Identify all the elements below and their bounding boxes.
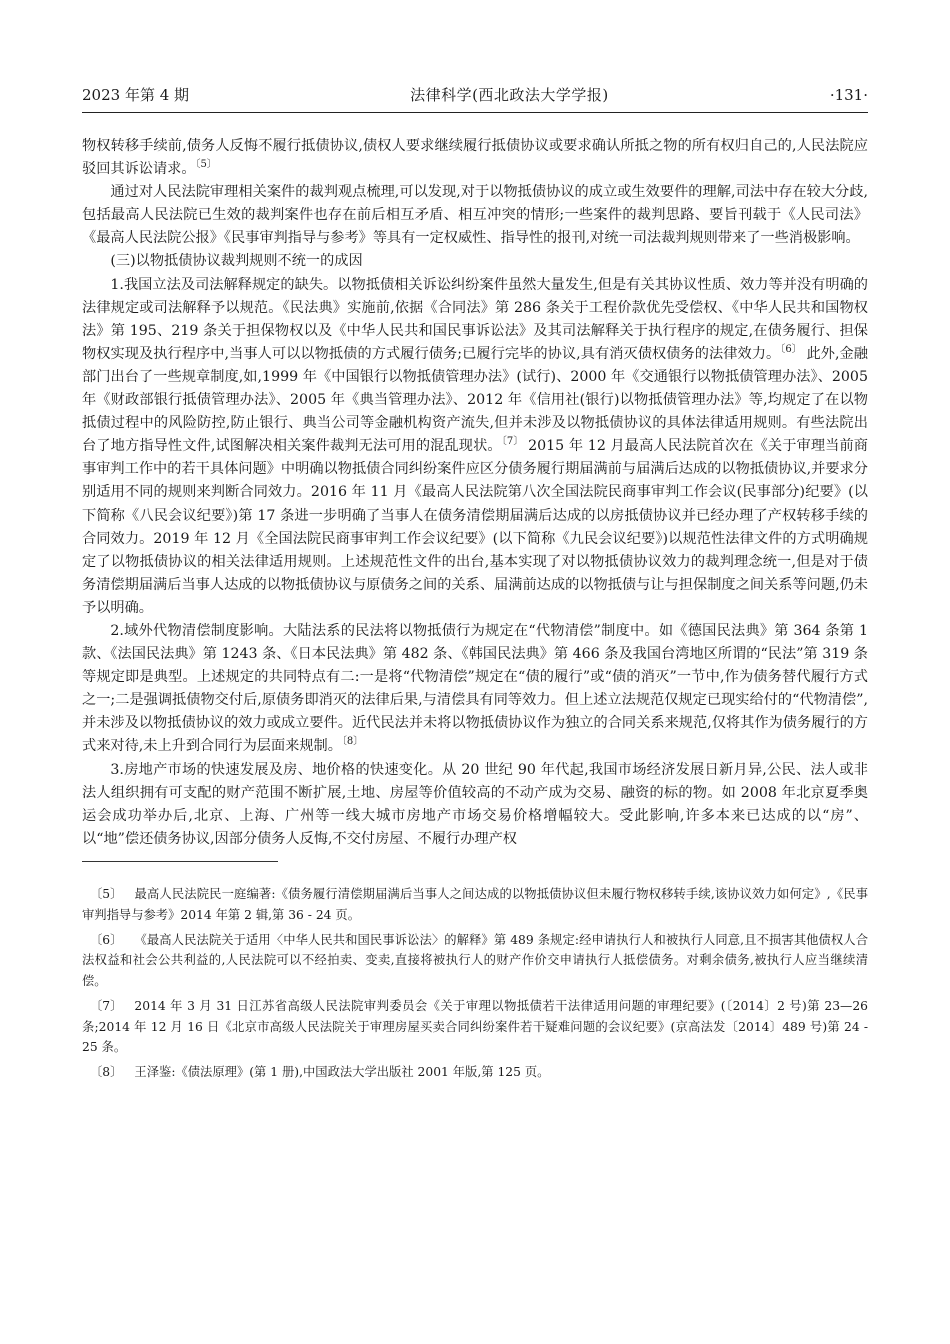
- footnote-item: [82, 1062, 868, 1083]
- footnote-item: [82, 884, 868, 926]
- paragraph-text: 物权转移手续前,债务人反悔不履行抵债协议,债权人要求继续履行抵债协议或要求确认所抵之物的所有权归自己的,人民法院应驳回其诉讼请求。: [82, 138, 868, 178]
- paragraph-text: 2.域外代物清偿制度影响。大陆法系的民法将以物抵债行为规定在“代物清偿”制度中。如《德国民法典》第 364 条第 1 款、《法国民法典》第 1243 条、《日本民法典》第 482 条、《韩国民法典》第 466 条及我国台湾地区所谓的“民法”第 319 条等规定即是典型。上述规定的共同特点有二:一是将“代物清偿”规定在“债的履行”或“债的消灭”一节中,作为债务替代履行方式之一;二是强调抵债物交付后,原债务即消灭的法律后果,与清偿具有同等效力。但上述立法规范仅规定已现实给付的“代物清偿”,并未涉及以物抵债协议的效力或成立要件。近代民法并未将以物抵债协议作为独立的合同关系来规范,仅将其作为债务履行的方式来对待,未上升到合同行为层面来规制。: [82, 622, 868, 755]
- footnote-ref-6[interactable]: 〔6〕: [780, 343, 802, 355]
- running-header: [82, 84, 868, 113]
- journal-title: 法律科学(西北政法大学学报): [410, 86, 609, 104]
- footnote-divider: [82, 861, 278, 862]
- footnote-text: 《最高人民法院关于适用〈中华人民共和国民事诉讼法〉的解释》第 489 条规定:经申请执行人和被执行人同意,且不损害其他债权人合法权益和社会公共利益的,人民法院可以不经拍卖、变卖,直接将被执行人的财产作价交申请执行人抵偿债务。对剩余债务,被执行人应当继续清偿。: [82, 932, 868, 989]
- paragraph-text: 2015 年 12 月最高人民法院首次在《关于审理当前商事审判工作中的若干具体问题》中明确以物抵债合同纠纷案件应区分债务履行期届满前与届满后达成的以物抵债协议,并要求分别适用不同的规则来判断合同效力。2016 年 11 月《最高人民法院第八次全国法院民商事审判工作会议(民事部分)纪要》(以下简称《八民会议纪要》)第 17 条进一步明确了当事人在债务清偿期届满后达成的以房抵债协议并已经办理了产权转移手续的合同效力。2019 年 12 月《全国法院民商事审判工作会议纪要》(以下简称《九民会议纪要》)以规范性法律文件的方式明确规定了以物抵债协议的相关法律适用规则。上述规范性文件的出台,基本实现了对以物抵债协议效力的裁判理念统一,但是对于债务清偿期届满后当事人达成的以物抵债协议与原债务之间的关系、届满前达成的以物抵债与让与担保制度之间关系等问题,仍未予以明确。: [82, 438, 868, 616]
- footnote-ref-5[interactable]: 〔5〕: [195, 159, 217, 171]
- paragraph-text: 1.我国立法及司法解释规定的缺失。以物抵债相关诉讼纠纷案件虽然大量发生,但是有关其协议性质、效力等并没有明确的法律规定或司法解释予以规范。《民法典》实施前,依据《合同法》第 286 条关于工程价款优先受偿权、《中华人民共和国物权法》第 195、219 条关于担保物权以及《中华人民共和国民事诉讼法》及其司法解释关于执行程序的规定,在债务履行、担保物权实现及执行程序中,当事人可以以物抵债的方式履行债务;已履行完毕的协议,具有消灭债权债务的法律效力。: [82, 276, 868, 362]
- footnote-number: 〔8〕: [90, 1065, 123, 1080]
- page-number: ·131·: [829, 86, 868, 104]
- footnote-ref-8[interactable]: 〔8〕: [341, 736, 364, 748]
- article-body: [82, 135, 868, 851]
- footnote-number: 〔7〕: [90, 998, 123, 1013]
- footnote-text: 2014 年 3 月 31 日江苏省高级人民法院审判委员会《关于审理以物抵债若干法律适用问题的审理纪要》(〔2014〕2 号)第 23—26 条;2014 年 12 月 16 日《北京市高级人民法院关于审理房屋买卖合同纠纷案件若干疑难问题的会议纪要》(京高法发〔2014〕489 号)第 24 - 25 条。: [82, 998, 868, 1055]
- issue-label: 2023 年第 4 期: [82, 86, 190, 104]
- footnote-item: [82, 930, 868, 992]
- paragraph-continued: [82, 135, 868, 181]
- footnote-item: [82, 996, 868, 1058]
- footnote-text: 最高人民法院民一庭编著:《债务履行清偿期届满后当事人之间达成的以物抵债协议但未履行物权移转手续,该协议效力如何定》,《民事审判指导与参考》2014 年第 2 辑,第 36 - 24 页。: [82, 886, 868, 922]
- footnote-text: 王泽鉴:《债法原理》(第 1 册),中国政法大学出版社 2001 年版,第 125 页。: [134, 1065, 550, 1080]
- footnote-number: 〔5〕: [90, 886, 123, 901]
- footnotes: [82, 884, 868, 1083]
- footnote-ref-7[interactable]: 〔7〕: [501, 436, 524, 448]
- paragraph-real-estate: 3.房地产市场的快速发展及房、地价格的快速变化。从 20 世纪 90 年代起,我国市场经济发展日新月异,公民、法人或非法人组织拥有可支配的财产范围不断扩展,土地、房屋等价值较高的不动产成为交易、融资的标的物。如 2008 年北京夏季奥运会成功举办后,北京、上海、广州等一线大城市房地产市场交易价格增幅较大。受此影响,许多本来已达成的以“房”、以“地”偿还债务协议,因部分债务人反悔,不交付房屋、不履行办理产权: [82, 761, 868, 847]
- paragraph-legislation: [82, 274, 868, 620]
- footnote-number: 〔6〕: [90, 932, 123, 947]
- section-heading: (三)以物抵债协议裁判规则不统一的成因: [110, 253, 363, 270]
- paragraph-text: 此外,金融部门出台了一些规章制度,如,1999 年《中国银行以物抵债管理办法》(试行)、2000 年《交通银行以物抵债管理办法》、2005 年《财政部银行抵债管理办法》、2005 年《典当管理办法》、2012 年《信用社(银行)以物抵债管理办法》等,均规定了在以物抵债过程中的风险防控,防止银行、典当公司等金融机构资产流失,但并未涉及以物抵债协议的具体法律适用规则。有些法院出台了地方指导性文件,试图解决相关案件裁判无法可用的混乱现状。: [82, 345, 868, 455]
- paragraph-foreign-law: [82, 620, 868, 759]
- paragraph: 通过对人民法院审理相关案件的裁判观点梳理,可以发现,对于以物抵债协议的成立或生效要件的理解,司法中存在较大分歧,包括最高人民法院已生效的裁判案件也存在前后相互矛盾、相互冲突的情形;一些案件的裁判思路、要旨刊载于《人民司法》《最高人民法院公报》《民事审判指导与参考》等具有一定权威性、指导性的报刊,对统一司法裁判规则带来了一些消极影响。: [82, 184, 868, 247]
- page: [82, 84, 868, 1087]
